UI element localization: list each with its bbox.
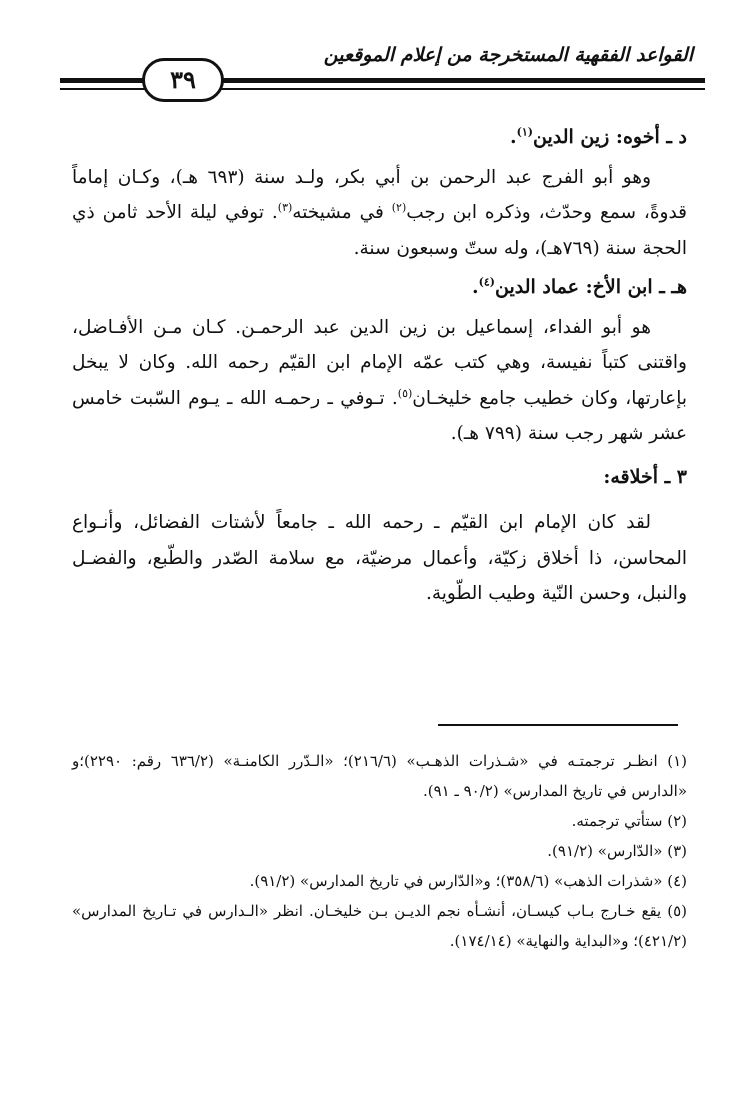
paragraph-character: لقد كان الإمام ابن القيّم ـ رحمه الله ـ جامعاً لأشتات الفضائل، وأنـواع المحاسن، ذا أخلاق زكيّة، وأعمال مرضيّة، مع سلامة الصّدر والطّبع، والفضـل والنبل، وحسن النّية وطيب الطّوية. bbox=[72, 512, 687, 604]
paragraph-text: هو أبو الفداء، إسماعيل بن زين الدين عبد الرحمـن. كـان مـن الأفـاضل، واقتنى كتباً نفيسة، وهي كتب عمّه الإمام ابن القيّم رحمه الله. وكان لا يبخل بإعارتها، وكان خطيب جامع خليخـان bbox=[72, 316, 687, 409]
section-heading-d: د ـ أخوه: زين الدين$^{(١)}$. bbox=[510, 125, 687, 148]
paragraph-text: . توفي ليلة الأحد ثامن ذي الحجة سنة (٧٦٩هـ)، وله ستّ وسبعون سنة. bbox=[72, 202, 687, 259]
footnote-separator bbox=[438, 724, 678, 726]
running-header-title: القواعد الفقهية المستخرجة من إعلام الموقعين bbox=[323, 44, 693, 66]
paragraph-text: . تـوفي ـ رحمـه الله ـ يـوم السّبت خامس عشر شهر رجب سنة (٧٩٩ هـ). bbox=[72, 387, 687, 444]
footnotes bbox=[72, 746, 687, 956]
paragraph-imad-al-din bbox=[72, 310, 687, 452]
section-heading-character: ٣ ـ أخلاقه: bbox=[603, 465, 687, 488]
footnote-2: (٢) ستأتي ترجمته. bbox=[571, 812, 687, 830]
footnote-5: (٥) يقع خـارج بـاب كيسـان، أنشـأه نجم الديـن بـن خليخـان. انظر «الـدارس في تـاريخ المدارس» (٤٢١/٢)؛ و«البداية والنهاية» (١٧٤/١٤). bbox=[72, 902, 687, 950]
page-number-badge: ٣٩ bbox=[142, 58, 224, 102]
footnote-4: (٤) «شذرات الذهب» (٣٥٨/٦)؛ و«الدّارس في تاريخ المدارس» (٩١/٢). bbox=[249, 872, 687, 890]
paragraph-zayn-al-din bbox=[72, 160, 687, 267]
heading-text: د ـ أخوه: زين الدين bbox=[532, 126, 687, 148]
footnote-3: (٣) «الدّارس» (٩١/٢). bbox=[547, 842, 687, 860]
footnote-ref: (٥) bbox=[397, 386, 413, 400]
footnote-ref: (٢) bbox=[391, 200, 407, 214]
footnote-ref: (٤) bbox=[478, 275, 495, 289]
paragraph-text: وهو أبو الفرج عبد الرحمن بن أبي بكر، ولـد سنة (٦٩٣ هـ)، وكـان إماماً قدوةً، سمع وحدّث، وذكره ابن رجب bbox=[72, 166, 687, 223]
paragraph-text: في مشيخته bbox=[292, 202, 392, 223]
section-heading-h: هـ ـ ابن الأخ: عماد الدين$^{(٤)}$. bbox=[472, 275, 687, 298]
main-text bbox=[72, 116, 687, 612]
heading-text: هـ ـ ابن الأخ: عماد الدين bbox=[494, 276, 687, 298]
footnote-ref: (١) bbox=[516, 125, 533, 139]
footnote-1: (١) انظـر ترجمتـه في «شـذرات الذهـب» (٢١٦/٦)؛ «الـدّرر الكامنـة» (٦٣٦/٢ رقم: ٢٢٩٠)؛و «الدارس في تاريخ المدارس» (٩٠/٢ ـ ٩١). bbox=[72, 752, 687, 800]
footnote-ref: (٣) bbox=[277, 200, 293, 214]
